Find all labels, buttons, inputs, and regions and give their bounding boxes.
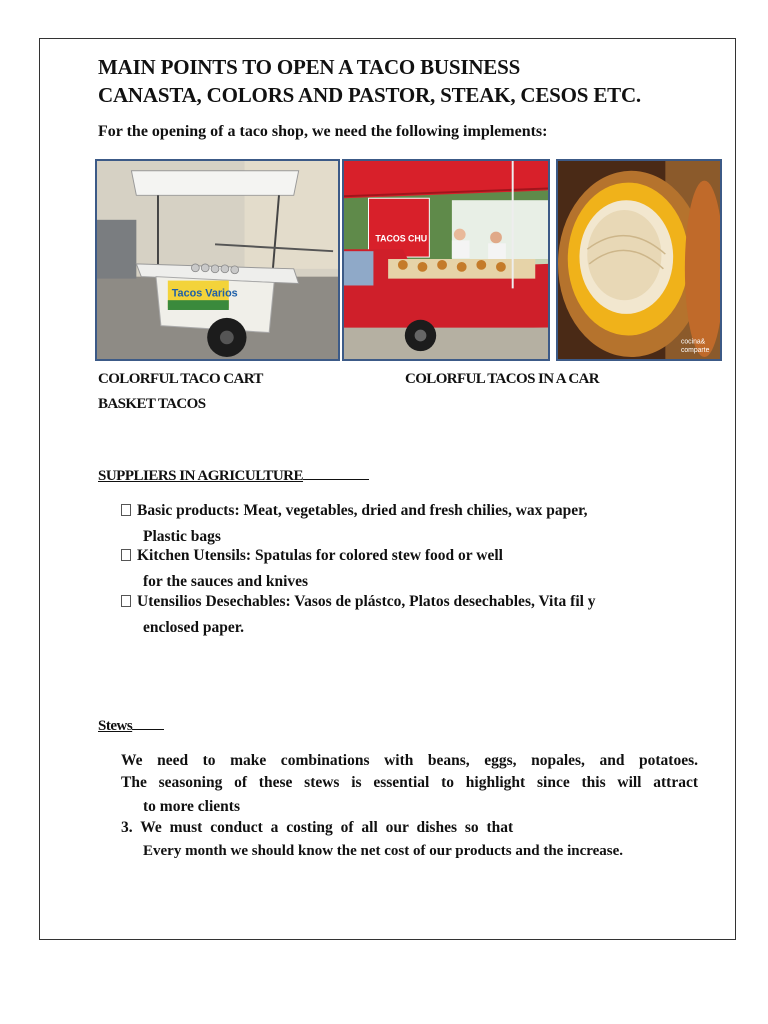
page-title-line-1: MAIN POINTS TO OPEN A TACO BUSINESS — [98, 55, 521, 79]
supplier-item-1-line-1: Basic products: Meat, vegetables, dried and fresh chilies, wax paper, — [137, 502, 588, 519]
supplier-item-3-line-1: Utensilios Desechables: Vasos de plástco, Platos desechables, Vita fil y — [137, 593, 596, 610]
basket-tacos-photo — [556, 159, 722, 361]
watermark-line-1: cocina& — [680, 338, 706, 346]
stews-line-2: The seasoning of these stews is essential to highlight since this will attract — [121, 774, 698, 791]
heading-underline — [303, 478, 369, 480]
stews-line-3: to more clients — [143, 798, 240, 815]
taco-cart-photo — [95, 159, 340, 361]
page-title-line-2: CANASTA, COLORS AND PASTOR, STEAK, CESOS ETC. — [98, 83, 641, 107]
supplier-item-1 — [121, 502, 588, 520]
supplier-item-3-line-2: enclosed paper. — [143, 619, 245, 636]
supplier-item-3 — [121, 593, 596, 611]
heading-underline — [132, 728, 164, 730]
watermark-line-2: comparte — [680, 347, 710, 355]
stews-line-1: We need to make combinations with beans, eggs, nopales, and potatoes. — [121, 752, 698, 769]
stews-heading — [98, 718, 164, 735]
truck-sign-text: TACOS CHU — [375, 233, 428, 244]
stews-line-4: 3. We must conduct a costing of all our dishes so that — [121, 819, 514, 836]
supplier-item-2 — [121, 547, 503, 565]
supplier-item-2-line-2: for the sauces and knives — [143, 573, 309, 590]
taco-truck-photo — [342, 159, 550, 361]
suppliers-heading — [98, 468, 369, 485]
supplier-item-2-line-1: Kitchen Utensils: Spatulas for colored stew food or well — [137, 547, 503, 564]
caption-basket-tacos: BASKET TACOS — [98, 396, 206, 412]
checkbox-bullet-icon — [121, 595, 131, 607]
checkbox-bullet-icon — [121, 504, 131, 516]
suppliers-heading-text: SUPPLIERS IN AGRICULTURE — [98, 468, 304, 484]
supplier-item-1-line-2: Plastic bags — [143, 528, 221, 545]
caption-taco-cart: COLORFUL TACO CART — [98, 371, 263, 387]
intro-text: For the opening of a taco shop, we need the following implements: — [98, 123, 548, 140]
stews-heading-text: Stews — [98, 718, 133, 734]
stews-line-5: Every month we should know the net cost of our products and the increase. — [143, 843, 624, 859]
caption-tacos-car: COLORFUL TACOS IN A CAR — [405, 371, 600, 387]
checkbox-bullet-icon — [121, 549, 131, 561]
cart-sign-text: Tacos Varios — [171, 287, 238, 300]
